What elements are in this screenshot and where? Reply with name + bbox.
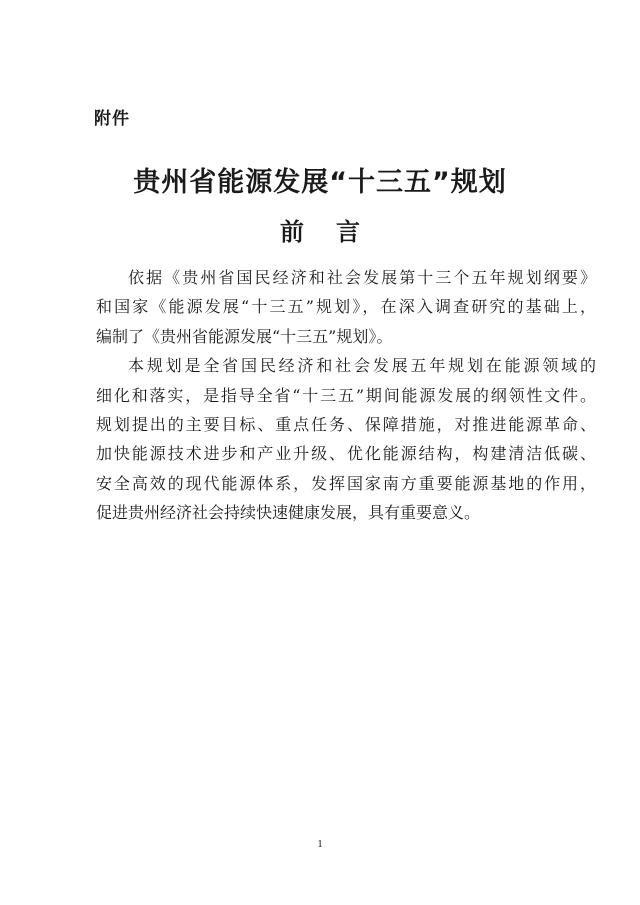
paragraph-line: 促进贵州经济社会持续快速健康发展，具有重要意义。 bbox=[96, 503, 481, 523]
attachment-label: 附件 bbox=[94, 109, 130, 129]
body-text bbox=[96, 263, 596, 528]
paragraph-line: 加快能源技术进步和产业升级、优化能源结构，构建清洁低碳、 bbox=[96, 444, 596, 464]
paragraph-line: 依据《贵州省国民经济和社会发展第十三个五年规划纲要》 bbox=[128, 268, 596, 287]
page-number: 1 bbox=[317, 838, 323, 850]
document-title: 贵州省能源发展“十三五”规划 bbox=[133, 167, 507, 198]
paragraph-line: 规划提出的主要目标、重点任务、保障措施，对推进能源革命、 bbox=[96, 414, 596, 434]
paragraph bbox=[96, 351, 596, 527]
paragraph-line: 编制了《贵州省能源发展“十三五”规划》。 bbox=[96, 326, 393, 346]
paragraph-line: 和国家《能源发展“十三五”规划》，在深入调查研究的基础上， bbox=[96, 297, 596, 317]
section-heading: 前言 bbox=[280, 218, 392, 246]
paragraph-line: 本规划是全省国民经济和社会发展五年规划在能源领域的 bbox=[128, 356, 596, 376]
paragraph bbox=[96, 263, 596, 351]
paragraph-line: 安全高效的现代能源体系，发挥国家南方重要能源基地的作用， bbox=[96, 473, 596, 493]
paragraph-line: 细化和落实，是指导全省“十三五”期间能源发展的纲领性文件。 bbox=[96, 385, 596, 405]
